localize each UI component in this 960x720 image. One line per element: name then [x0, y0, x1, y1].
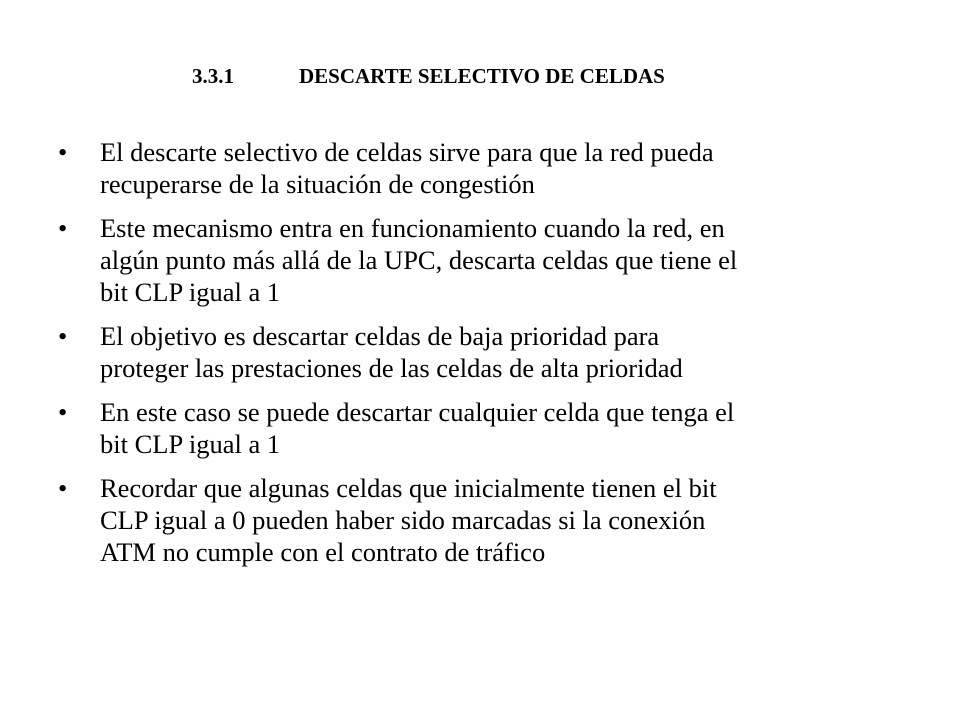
bullet-item — [58, 472, 908, 568]
bullet-line: recuperarse de la situación de congestión — [100, 169, 535, 199]
bullet-item — [58, 136, 908, 200]
bullet-line: Este mecanismo entra en funcionamiento cuando la red, en — [100, 213, 725, 243]
bullet-line: En este caso se puede descartar cualquier celda que tenga el — [100, 397, 735, 427]
bullet-line: bit CLP igual a 1 — [100, 429, 281, 459]
bullet-line: El objetivo es descartar celdas de baja prioridad para — [100, 321, 660, 351]
bullet-line: CLP igual a 0 pueden haber sido marcadas si la conexión — [100, 505, 706, 535]
section-heading: DESCARTE SELECTIVO DE CELDAS — [299, 64, 665, 88]
bullet-line: El descarte selectivo de celdas sirve para que la red pueda — [100, 137, 714, 167]
bullet-line: ATM no cumple con el contrato de tráfico — [100, 537, 546, 567]
bullet-line: proteger las prestaciones de las celdas de alta prioridad — [100, 353, 683, 383]
bullet-marker: • — [58, 473, 68, 503]
bullet-marker: • — [58, 397, 68, 427]
bullet-marker: • — [58, 137, 68, 167]
bullet-item — [58, 320, 908, 384]
bullet-marker: • — [58, 321, 68, 351]
bullet-item — [58, 396, 908, 460]
bullet-line: Recordar que algunas celdas que inicialmente tienen el bit — [100, 473, 717, 503]
bullet-line: bit CLP igual a 1 — [100, 277, 281, 307]
bullet-list — [58, 136, 908, 580]
bullet-item — [58, 212, 908, 308]
bullet-marker: • — [58, 213, 68, 243]
bullet-line: algún punto más allá de la UPC, descarta celdas que tiene el — [100, 245, 738, 275]
section-number: 3.3.1 — [192, 64, 234, 88]
slide-title — [192, 62, 665, 90]
